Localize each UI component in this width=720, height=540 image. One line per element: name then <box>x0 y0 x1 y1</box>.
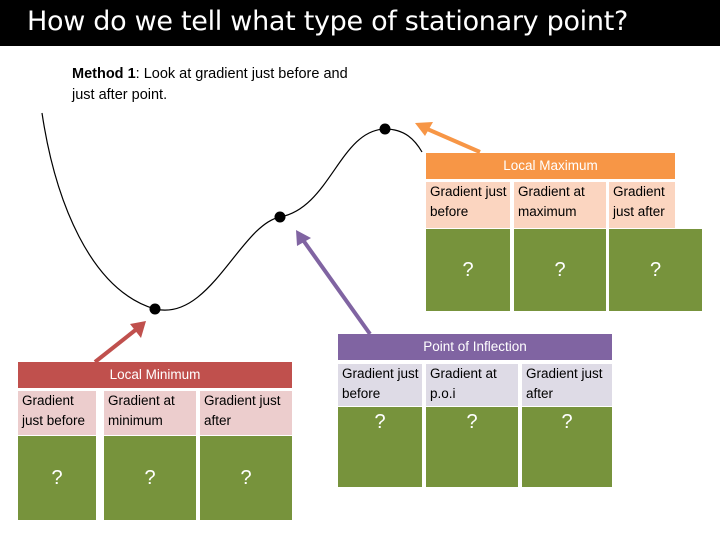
poi-col-at: Gradient at p.o.i <box>426 364 518 406</box>
minimum-arrowhead <box>130 321 146 338</box>
min-answer-after: ? <box>200 436 292 520</box>
minimum-point <box>150 304 161 315</box>
poi-answer-before: ? <box>338 407 422 487</box>
max-col-at: Gradient at maximum <box>514 182 606 228</box>
poi-col-before: Gradient just before <box>338 364 422 406</box>
minimum-arrow <box>95 328 138 362</box>
max-col-after: Gradient just after <box>609 182 675 228</box>
method-label: Method 1 <box>72 66 136 82</box>
maximum-arrow <box>425 128 480 152</box>
min-answer-before: ? <box>18 436 96 520</box>
maximum-point <box>380 124 391 135</box>
local-minimum-header: Local Minimum <box>18 362 292 388</box>
poi-answer-after: ? <box>522 407 612 487</box>
method-text: : Look at gradient just before and just after point. <box>72 66 348 103</box>
max-answer-before: ? <box>426 229 510 311</box>
min-col-after: Gradient just after <box>200 391 292 435</box>
max-col-before: Gradient just before <box>426 182 510 228</box>
inflection-header: Point of Inflection <box>338 334 612 360</box>
slide-title: How do we tell what type of stationary point? <box>27 6 629 37</box>
poi-answer-at: ? <box>426 407 518 487</box>
min-col-at: Gradient at minimum <box>104 391 196 435</box>
function-curve <box>42 113 422 310</box>
inflection-arrow <box>303 240 370 334</box>
poi-col-after: Gradient just after <box>522 364 612 406</box>
local-maximum-header: Local Maximum <box>426 153 675 179</box>
max-answer-at: ? <box>514 229 606 311</box>
min-col-before: Gradient just before <box>18 391 96 435</box>
max-answer-after: ? <box>609 229 702 311</box>
inflection-point <box>275 212 286 223</box>
min-answer-at: ? <box>104 436 196 520</box>
